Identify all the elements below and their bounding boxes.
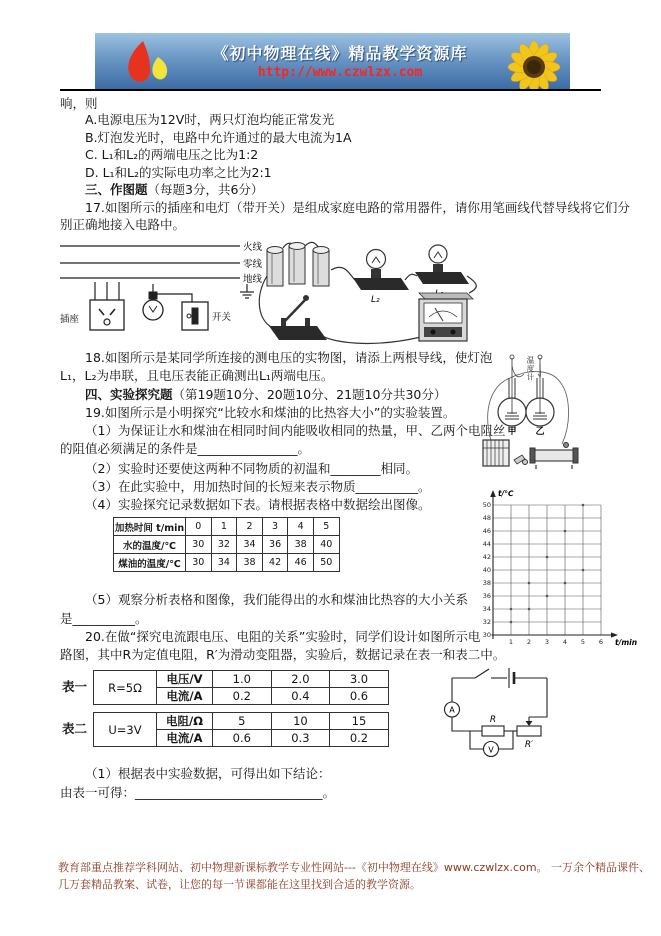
section3-title-rest: （每题3分，共6分） — [147, 182, 264, 197]
cell: 5 — [313, 518, 339, 536]
power-supply-icon — [483, 440, 509, 466]
live-wire-label: 火线 — [243, 242, 263, 253]
row-label: 水的温度/℃ — [114, 536, 186, 554]
cell: 0.2 — [330, 730, 389, 747]
switch-label: 开关 — [212, 312, 232, 323]
y-axis-arrow — [490, 490, 496, 497]
row-label: 电压/V — [157, 671, 213, 688]
cell: 0.6 — [213, 730, 272, 747]
switch-icon — [157, 294, 208, 330]
q20-sub1-blank: 由表一可得：______________________________。 — [60, 785, 336, 800]
cell: 0.2 — [213, 688, 272, 705]
rheostat-label: R′ — [524, 740, 534, 750]
row-label: 电流/A — [157, 688, 213, 705]
wire — [499, 731, 513, 749]
flask-jia-label: 甲 — [507, 427, 517, 437]
switch-symbol — [475, 669, 489, 678]
cell: 34 — [237, 536, 263, 554]
lamp-l2-label: L₂ — [371, 295, 380, 305]
option-c: C. L₁和L₂的两端电压之比为1:2 — [85, 147, 259, 162]
table-one-caption: 表一 — [62, 679, 88, 694]
row-label: 电流/A — [157, 730, 213, 747]
banner-url-link[interactable]: http://www.czwlzx.com — [257, 65, 423, 80]
q19-sub5-line2: 是__________。 — [60, 611, 148, 626]
condition-cell: R=5Ω — [94, 671, 157, 705]
cell: 1.0 — [213, 671, 272, 688]
temperature-graph — [483, 487, 641, 649]
cell: 46 — [288, 554, 314, 572]
row-label: 煤油的温度/℃ — [114, 554, 186, 572]
section3-title-bold: 三、作图题 — [85, 182, 148, 197]
option-a: A.电源电压为12V时，两只灯泡均能正常发光 — [85, 112, 335, 127]
battery-cells-icon — [267, 243, 329, 287]
rheostat-symbol — [517, 726, 541, 736]
thermometer-label: 温度计 — [526, 356, 535, 382]
footer-line1: 教育部重点推荐学科网站、初中物理新课标教学专业性网站---《初中物理在线》www.czwlzx.com。 一万余个精品课件、 — [58, 861, 651, 874]
q19-sub1-line2: 的阻值必须满足的条件是________________。 — [60, 441, 311, 456]
svg-text:34: 34 — [483, 605, 491, 613]
option-b: B.灯泡发光时，电路中允许通过的最大电流为1A — [85, 130, 352, 145]
svg-text:50: 50 — [483, 501, 491, 509]
section4-title-bold: 四、实验探究题 — [85, 387, 173, 402]
voltmeter-icon — [419, 293, 473, 341]
y-tick-labels — [483, 501, 491, 639]
rheostat-icon — [530, 443, 578, 470]
cell: 38 — [237, 554, 263, 572]
ground-icon — [240, 284, 254, 298]
wire — [470, 731, 483, 749]
x-axis-label: t/min — [615, 638, 638, 647]
sunflower-icon — [502, 37, 566, 89]
cell: 42 — [262, 554, 288, 572]
svg-text:1: 1 — [508, 638, 514, 646]
cell: 4 — [288, 518, 314, 536]
socket-label: 插座 — [60, 314, 80, 325]
q19-sub2: （2）实验时还要使这两种不同物质的初温和________相同。 — [85, 461, 418, 476]
footer-line2: 几万套精品教案、试卷，让您的每一节课都能在这里找到合适的教学资源。 — [58, 878, 421, 891]
lamp-icon — [143, 284, 163, 320]
intro-line: 响，则 — [60, 96, 98, 111]
cell: 0 — [186, 518, 212, 536]
section3-title — [85, 182, 263, 197]
cell: 36 — [262, 536, 288, 554]
mains-wires — [60, 246, 240, 278]
cell: 1 — [211, 518, 237, 536]
wire — [452, 717, 482, 731]
cell: 2 — [237, 518, 263, 536]
site-banner — [95, 33, 570, 89]
cell: 30 — [186, 554, 212, 572]
table-two — [93, 712, 389, 747]
cell: 0.3 — [271, 730, 330, 747]
q20-sub1: （1）根据表中实验数据，可得出如下结论： — [85, 766, 331, 781]
q18-line2: L₁，L₂为串联，且电压表能正确测出L₁两端电压。 — [60, 368, 334, 383]
svg-text:4: 4 — [562, 638, 568, 646]
grid-lines — [493, 505, 601, 635]
earth-wire-label: 地线 — [243, 274, 263, 285]
row-label: 电阻/Ω — [157, 713, 213, 730]
flask-jia-icon — [498, 355, 526, 426]
table-row — [94, 713, 389, 730]
table-row — [114, 536, 340, 554]
table-two-caption: 表二 — [62, 721, 88, 736]
q20-line2: 路图，其中R为定值电阻，R′为滑动变阻器，实验后，数据记录在表一和表二中。 — [60, 647, 506, 662]
y-axis-label: t/℃ — [498, 489, 514, 498]
resistor-symbol — [482, 726, 504, 736]
resistor-label: R — [489, 715, 497, 725]
x-tick-labels — [509, 638, 603, 646]
ammeter-label: A — [449, 705, 455, 715]
svg-text:36: 36 — [483, 592, 491, 600]
table-row — [94, 671, 389, 688]
cell: 5 — [213, 713, 272, 730]
svg-text:44: 44 — [483, 540, 491, 548]
circuit-schematic — [425, 660, 661, 775]
lamp-l2-icon — [353, 250, 409, 291]
cell: 32 — [211, 536, 237, 554]
cell: 15 — [330, 713, 389, 730]
q17-line1: 17.如图所示的插座和电灯（带开关）是组成家庭电路的常用器件，请你用笔画线代替导线将它们分 — [85, 200, 630, 215]
connector-icon — [514, 455, 528, 465]
slider-arrow — [526, 721, 533, 726]
header-divider — [60, 89, 601, 91]
switch-base-icon — [269, 295, 327, 340]
svg-text:3: 3 — [544, 638, 550, 646]
condition-cell: U=3V — [94, 713, 157, 747]
section4-title — [85, 387, 446, 402]
q19-sub1-line1: （1）为保证让水和煤油在相同时间内能吸收相同的热量，甲、乙两个电阻丝 — [85, 423, 506, 438]
neutral-wire-label: 零线 — [243, 259, 263, 270]
svg-text:38: 38 — [483, 579, 491, 587]
svg-text:48: 48 — [483, 514, 491, 522]
q18-line1: 18.如图所示是某同学所连接的测电压的实物图，请添上两根导线，使灯泡 — [85, 350, 493, 365]
q19-sub4: （4）实验探究记录数据如下表。请根据表格中数据绘出图像。 — [85, 497, 431, 512]
lamp-l1-icon — [415, 245, 469, 284]
table-row — [114, 554, 340, 572]
flame-logo-icon — [121, 39, 177, 87]
table-one — [93, 670, 389, 705]
q17-line2: 别正确地接入电路中。 — [60, 217, 186, 232]
svg-text:6: 6 — [598, 638, 604, 646]
cell: 3.0 — [330, 671, 389, 688]
cell: 34 — [211, 554, 237, 572]
svg-text:40: 40 — [483, 566, 491, 574]
x-axis-arrow — [611, 632, 618, 637]
svg-text:5: 5 — [580, 638, 586, 646]
banner-title: 《初中物理在线》精品教学资源库 — [212, 44, 468, 63]
cell: 2.0 — [271, 671, 330, 688]
q19-intro: 19.如图所示是小明探究“比较水和煤油的比热容大小”的实验装置。 — [85, 405, 456, 420]
socket-icon — [90, 282, 124, 330]
heating-data-table — [113, 517, 340, 572]
option-d: D. L₁和L₂的实际电功率之比为2:1 — [85, 165, 272, 180]
svg-text:30: 30 — [483, 631, 491, 639]
svg-text:42: 42 — [483, 553, 491, 561]
table-row — [114, 518, 340, 536]
wire — [529, 678, 547, 717]
section4-title-rest: （第19题10分、20题10分、21题10分共30分） — [172, 387, 447, 402]
cell: 0.6 — [330, 688, 389, 705]
q20-line1: 20.在做“探究电流跟电压、电阻的关系”实验时，同学们设计如图所示电 — [85, 629, 481, 644]
cell: 3 — [262, 518, 288, 536]
q19-sub5-line1: （5）观察分析表格和图像，我们能得出的水和煤油比热容的大小关系 — [85, 592, 468, 607]
cell: 40 — [313, 536, 339, 554]
cell: 38 — [288, 536, 314, 554]
cell: 10 — [271, 713, 330, 730]
voltmeter-label: V — [488, 745, 494, 755]
row-label: 加热时间 t/min — [114, 518, 186, 536]
flask-yi-label: 乙 — [535, 427, 545, 437]
cell: 30 — [186, 536, 212, 554]
figure-voltmeter-circuit — [253, 236, 481, 348]
cell: 50 — [313, 554, 339, 572]
cell: 0.4 — [271, 688, 330, 705]
svg-text:46: 46 — [483, 527, 491, 535]
svg-text:32: 32 — [483, 618, 491, 626]
q19-sub3: （3）在此实验中，用加热时间的长短来表示物质__________。 — [85, 479, 431, 494]
svg-text:2: 2 — [526, 638, 532, 646]
